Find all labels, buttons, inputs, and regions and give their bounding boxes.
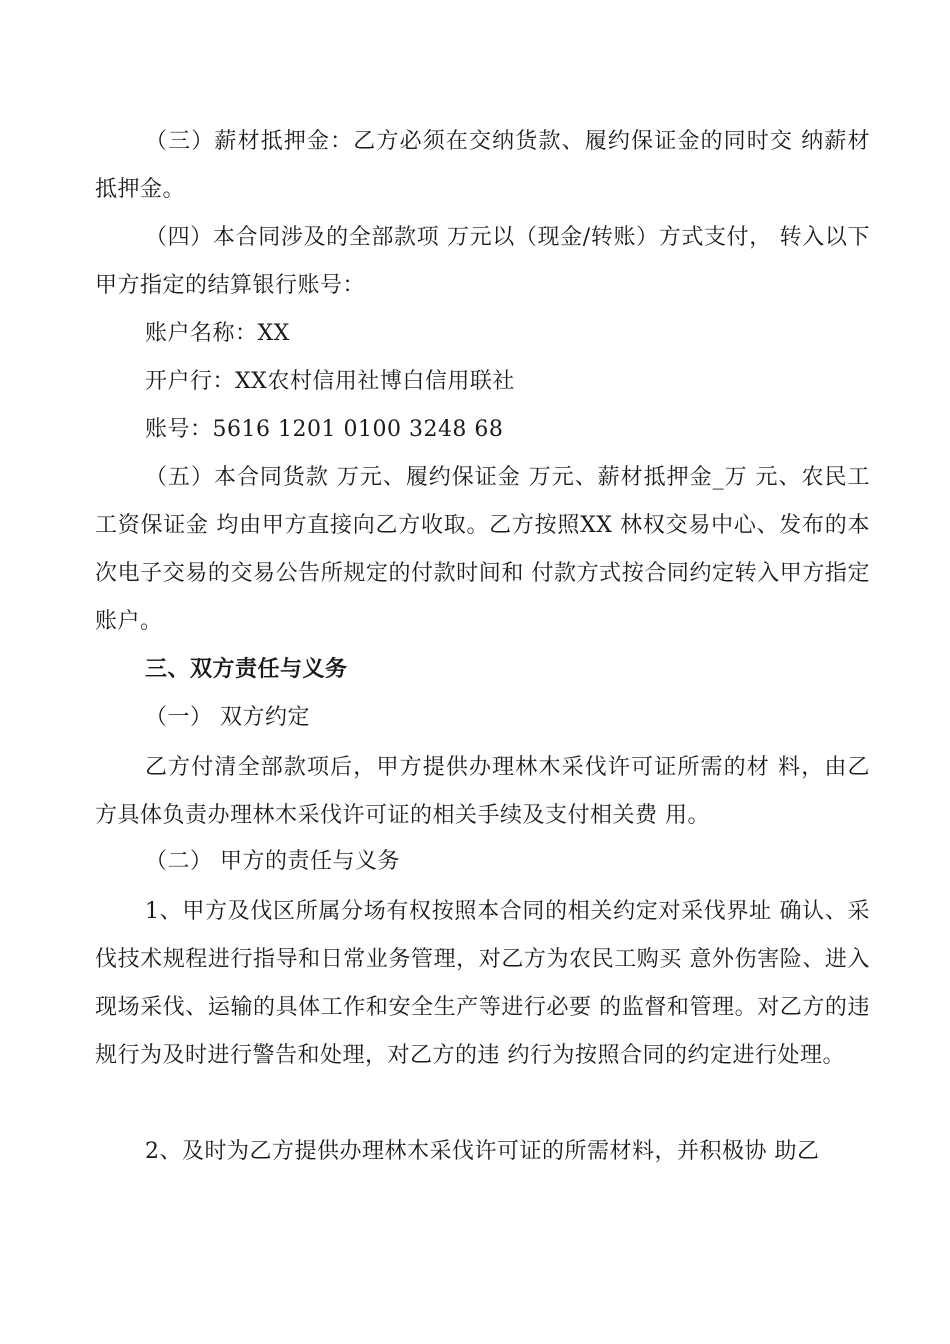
subsection-agreement: （一） 双方约定 — [145, 705, 310, 730]
paragraph-deposit: （三）薪材抵押金：乙方必须在交纳货款、履约保证金的同时交 纳薪材抵押金。 — [95, 129, 870, 202]
list-item-1: 1、甲方及伐区所属分场有权按照本合同的相关约定对采伐界址 确认、采伐技术规程进行指导和日常业务管理，对乙方为农民工购买 意外伤害险、进入现场采伐、运输的具体工作和安全生产等进行必要 的监督和管理。对乙方的违规行为及时进行警告和处理，对乙方的违 约行为按照合同的约定进行处理。 — [95, 899, 870, 1068]
paragraph-payment: （四）本合同涉及的全部款项 万元以（现金/转账）方式支付， 转入以下甲方指定的结算银行账号： — [95, 225, 870, 298]
account-number-line: 账号：5616 1201 0100 3248 68 — [145, 417, 504, 442]
section-heading: 三、双方责任与义务 — [145, 657, 348, 682]
bank-line: 开户行：XX农村信用社博白信用联社 — [145, 369, 515, 394]
paragraph-collection: （五）本合同货款 万元、履约保证金 万元、薪材抵押金_万 元、农民工工资保证金 均由甲方直接向乙方收取。乙方按照XX 林权交易中心、发布的本次电子交易的交易公告所规定的付款时间和 付款方式按合同约定转入甲方指定账户。 — [95, 465, 870, 634]
subsection-party-a: （二） 甲方的责任与义务 — [145, 849, 400, 874]
paragraph-agreement: 乙方付清全部款项后，甲方提供办理林木采伐许可证所需的材 料，由乙方具体负责办理林木采伐许可证的相关手续及支付相关费 用。 — [95, 755, 870, 828]
account-name-line: 账户名称：XX — [145, 321, 290, 346]
list-item-2: 2、及时为乙方提供办理林木采伐许可证的所需材料，并积极协 助乙 — [145, 1139, 820, 1164]
